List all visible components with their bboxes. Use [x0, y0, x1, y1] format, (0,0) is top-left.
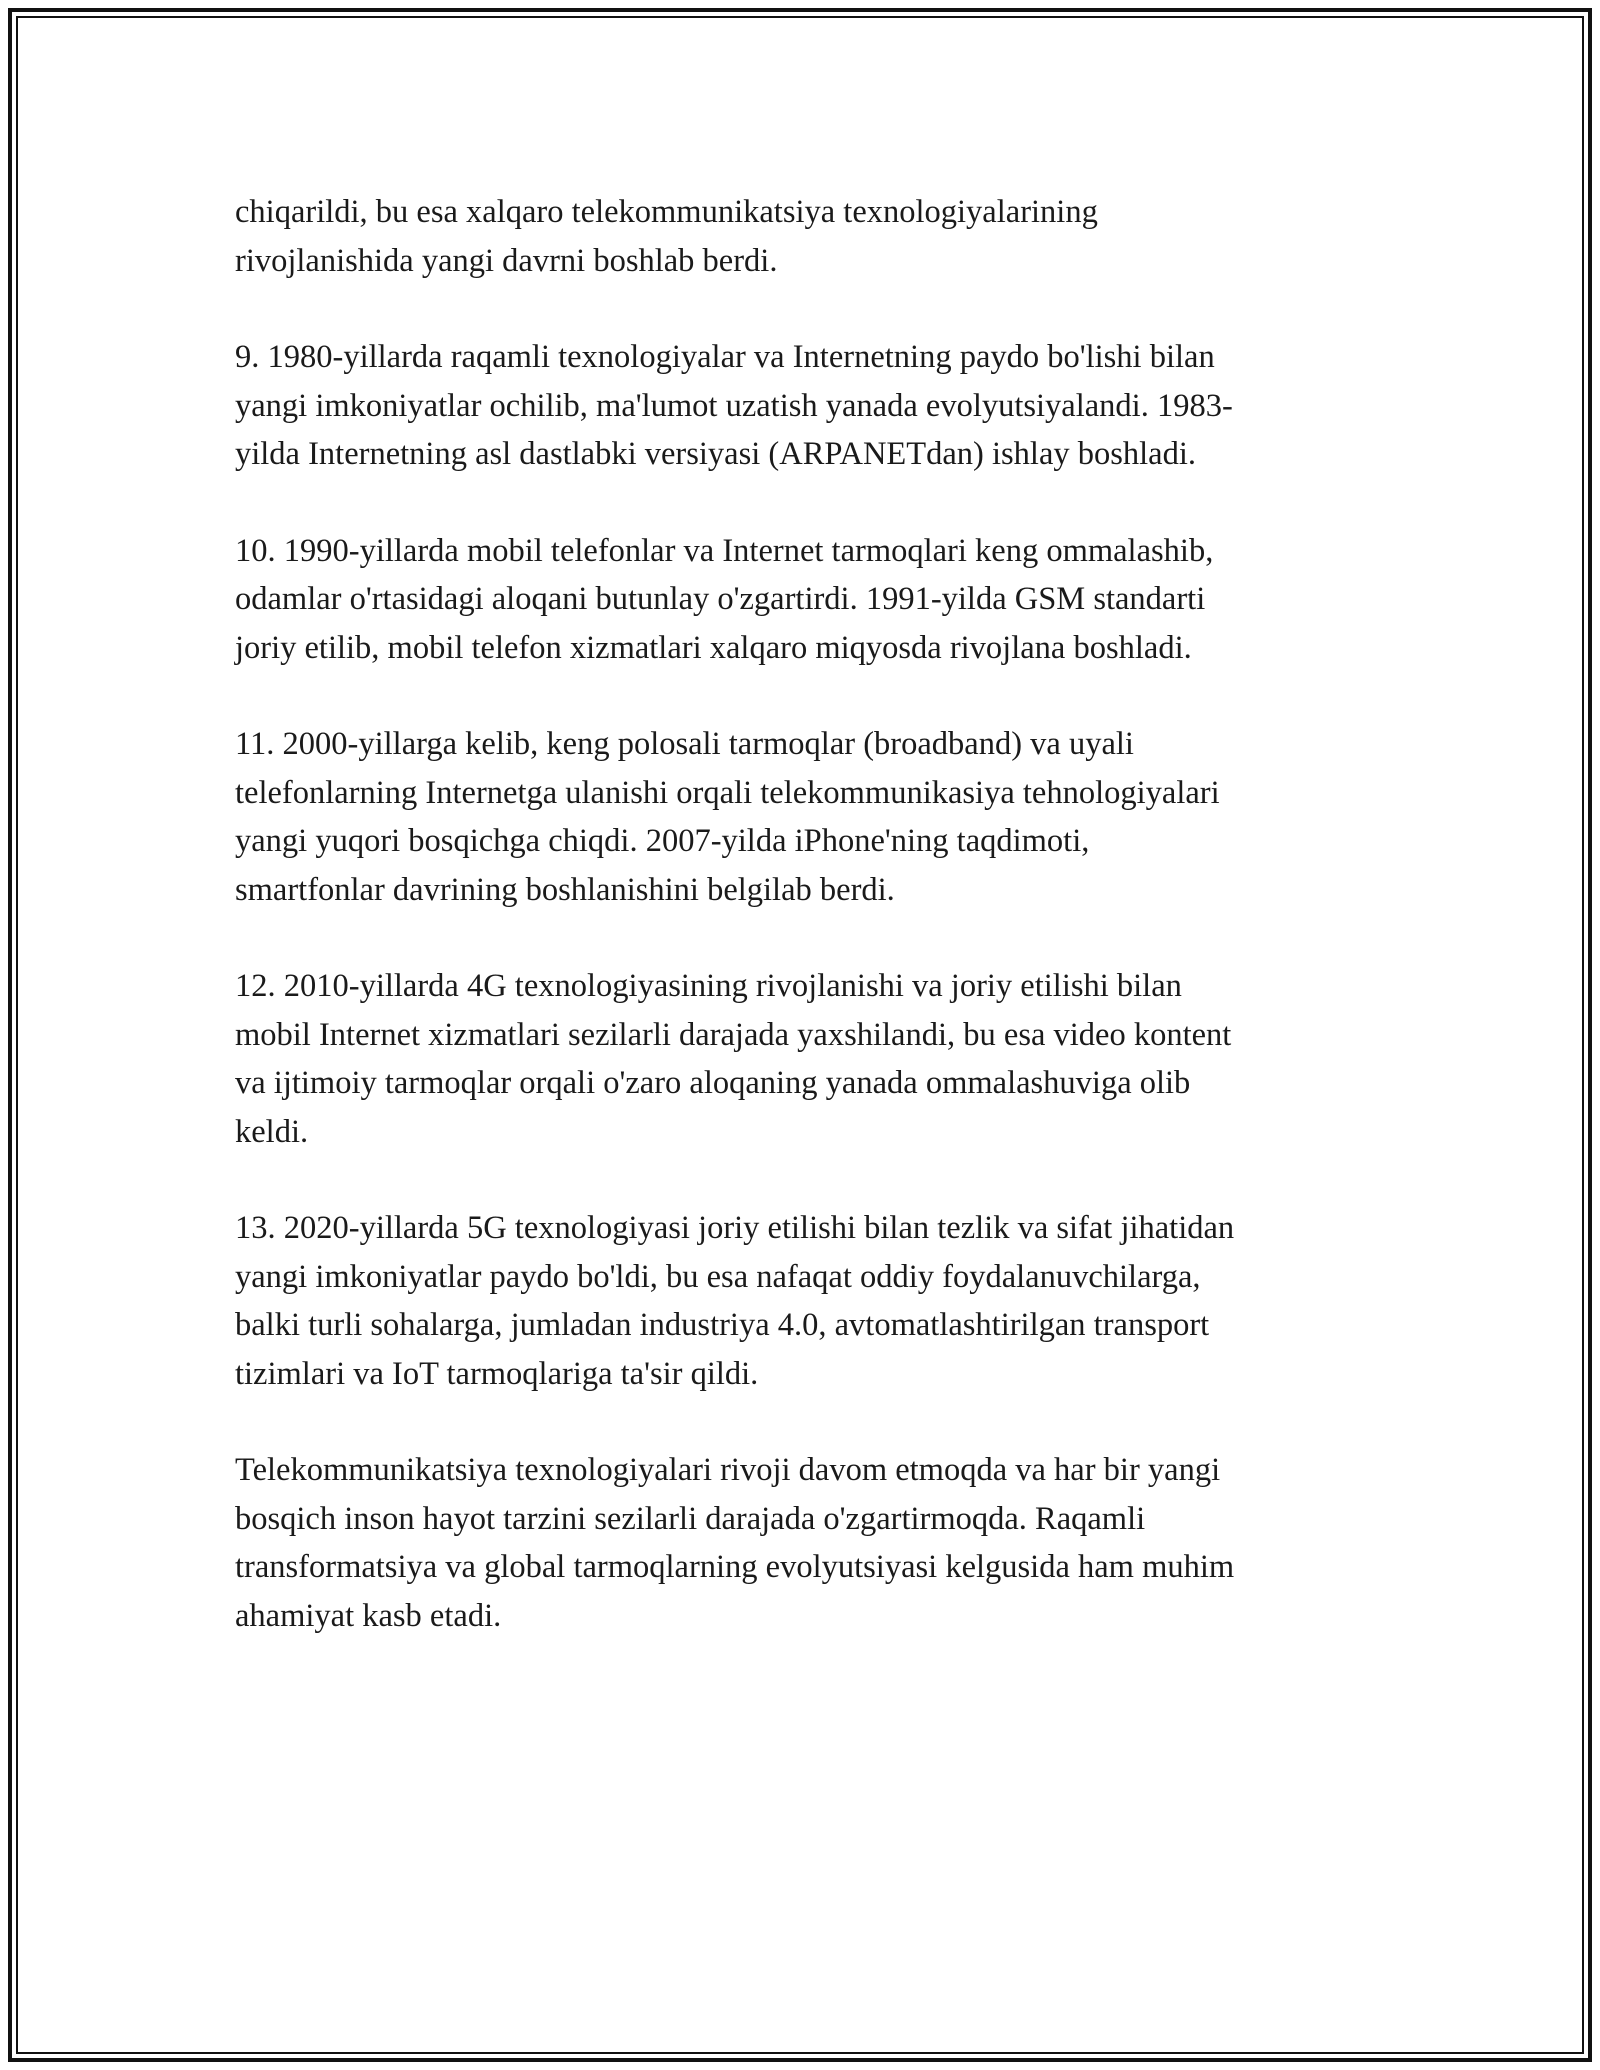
- paragraph-continuation: chiqarildi, bu esa xalqaro telekommunikatsiya texnologiyalarining rivojlanishida yangi davrni boshlab berdi.: [235, 194, 1098, 279]
- document-body: [235, 188, 1370, 1688]
- paragraph-item-9: 9. 1980-yillarda raqamli texnologiyalar va Internetning paydo bo'lishi bilan yangi imkoniyatlar ochilib, ma'lumot uzatish yanada evolyutsiyalandi. 1983- yilda Internetning asl dastlabki versiyasi (ARPANETdan) ishlay boshladi.: [235, 339, 1233, 472]
- paragraph-item-11: 11. 2000-yillarga kelib, keng polosali tarmoqlar (broadband) va uyali telefonlarning Internetga ulanishi orqali telekommunikasiya tehnologiyalari yangi yuqori bosqichga chiqdi. 2007-yilda iPhone'ning taqdimoti, smartfonlar davrining boshlanishini belgilab berdi.: [235, 726, 1220, 908]
- paragraph-item-10: 10. 1990-yillarda mobil telefonlar va Internet tarmoqlari keng ommalashib, odamlar o'rtasidagi aloqani butunlay o'zgartirdi. 1991-yilda GSM standarti joriy etilib, mobil telefon xizmatlari xalqaro miqyosda rivojlana boshladi.: [235, 532, 1214, 666]
- paragraph-conclusion: Telekommunikatsiya texnologiyalari rivoji davom etmoqda va har bir yangi bosqich inson hayot tarzini sezilarli darajada o'zgartirmoqda. Raqamli transformatsiya va global tarmoqlarning evolyutsiyasi kelgusida ham muhim ahamiyat kasb etadi.: [235, 1452, 1235, 1634]
- paragraph-item-12: 12. 2010-yillarda 4G texnologiyasining rivojlanishi va joriy etilishi bilan mobil Internet xizmatlari sezilarli darajada yaxshilandi, bu esa video kontent va ijtimoiy tarmoqlar orqali o'zaro aloqaning yanada ommalashuviga olib keldi.: [235, 968, 1232, 1150]
- paragraph-item-13: 13. 2020-yillarda 5G texnologiyasi joriy etilishi bilan tezlik va sifat jihatidan yangi imkoniyatlar paydo bo'ldi, bu esa nafaqat oddiy foydalanuvchilarga, balki turli sohalarga, jumladan industriya 4.0, avtomatlashtirilgan transport tizimlari va IoT tarmoqlariga ta'sir qildi.: [235, 1210, 1235, 1392]
